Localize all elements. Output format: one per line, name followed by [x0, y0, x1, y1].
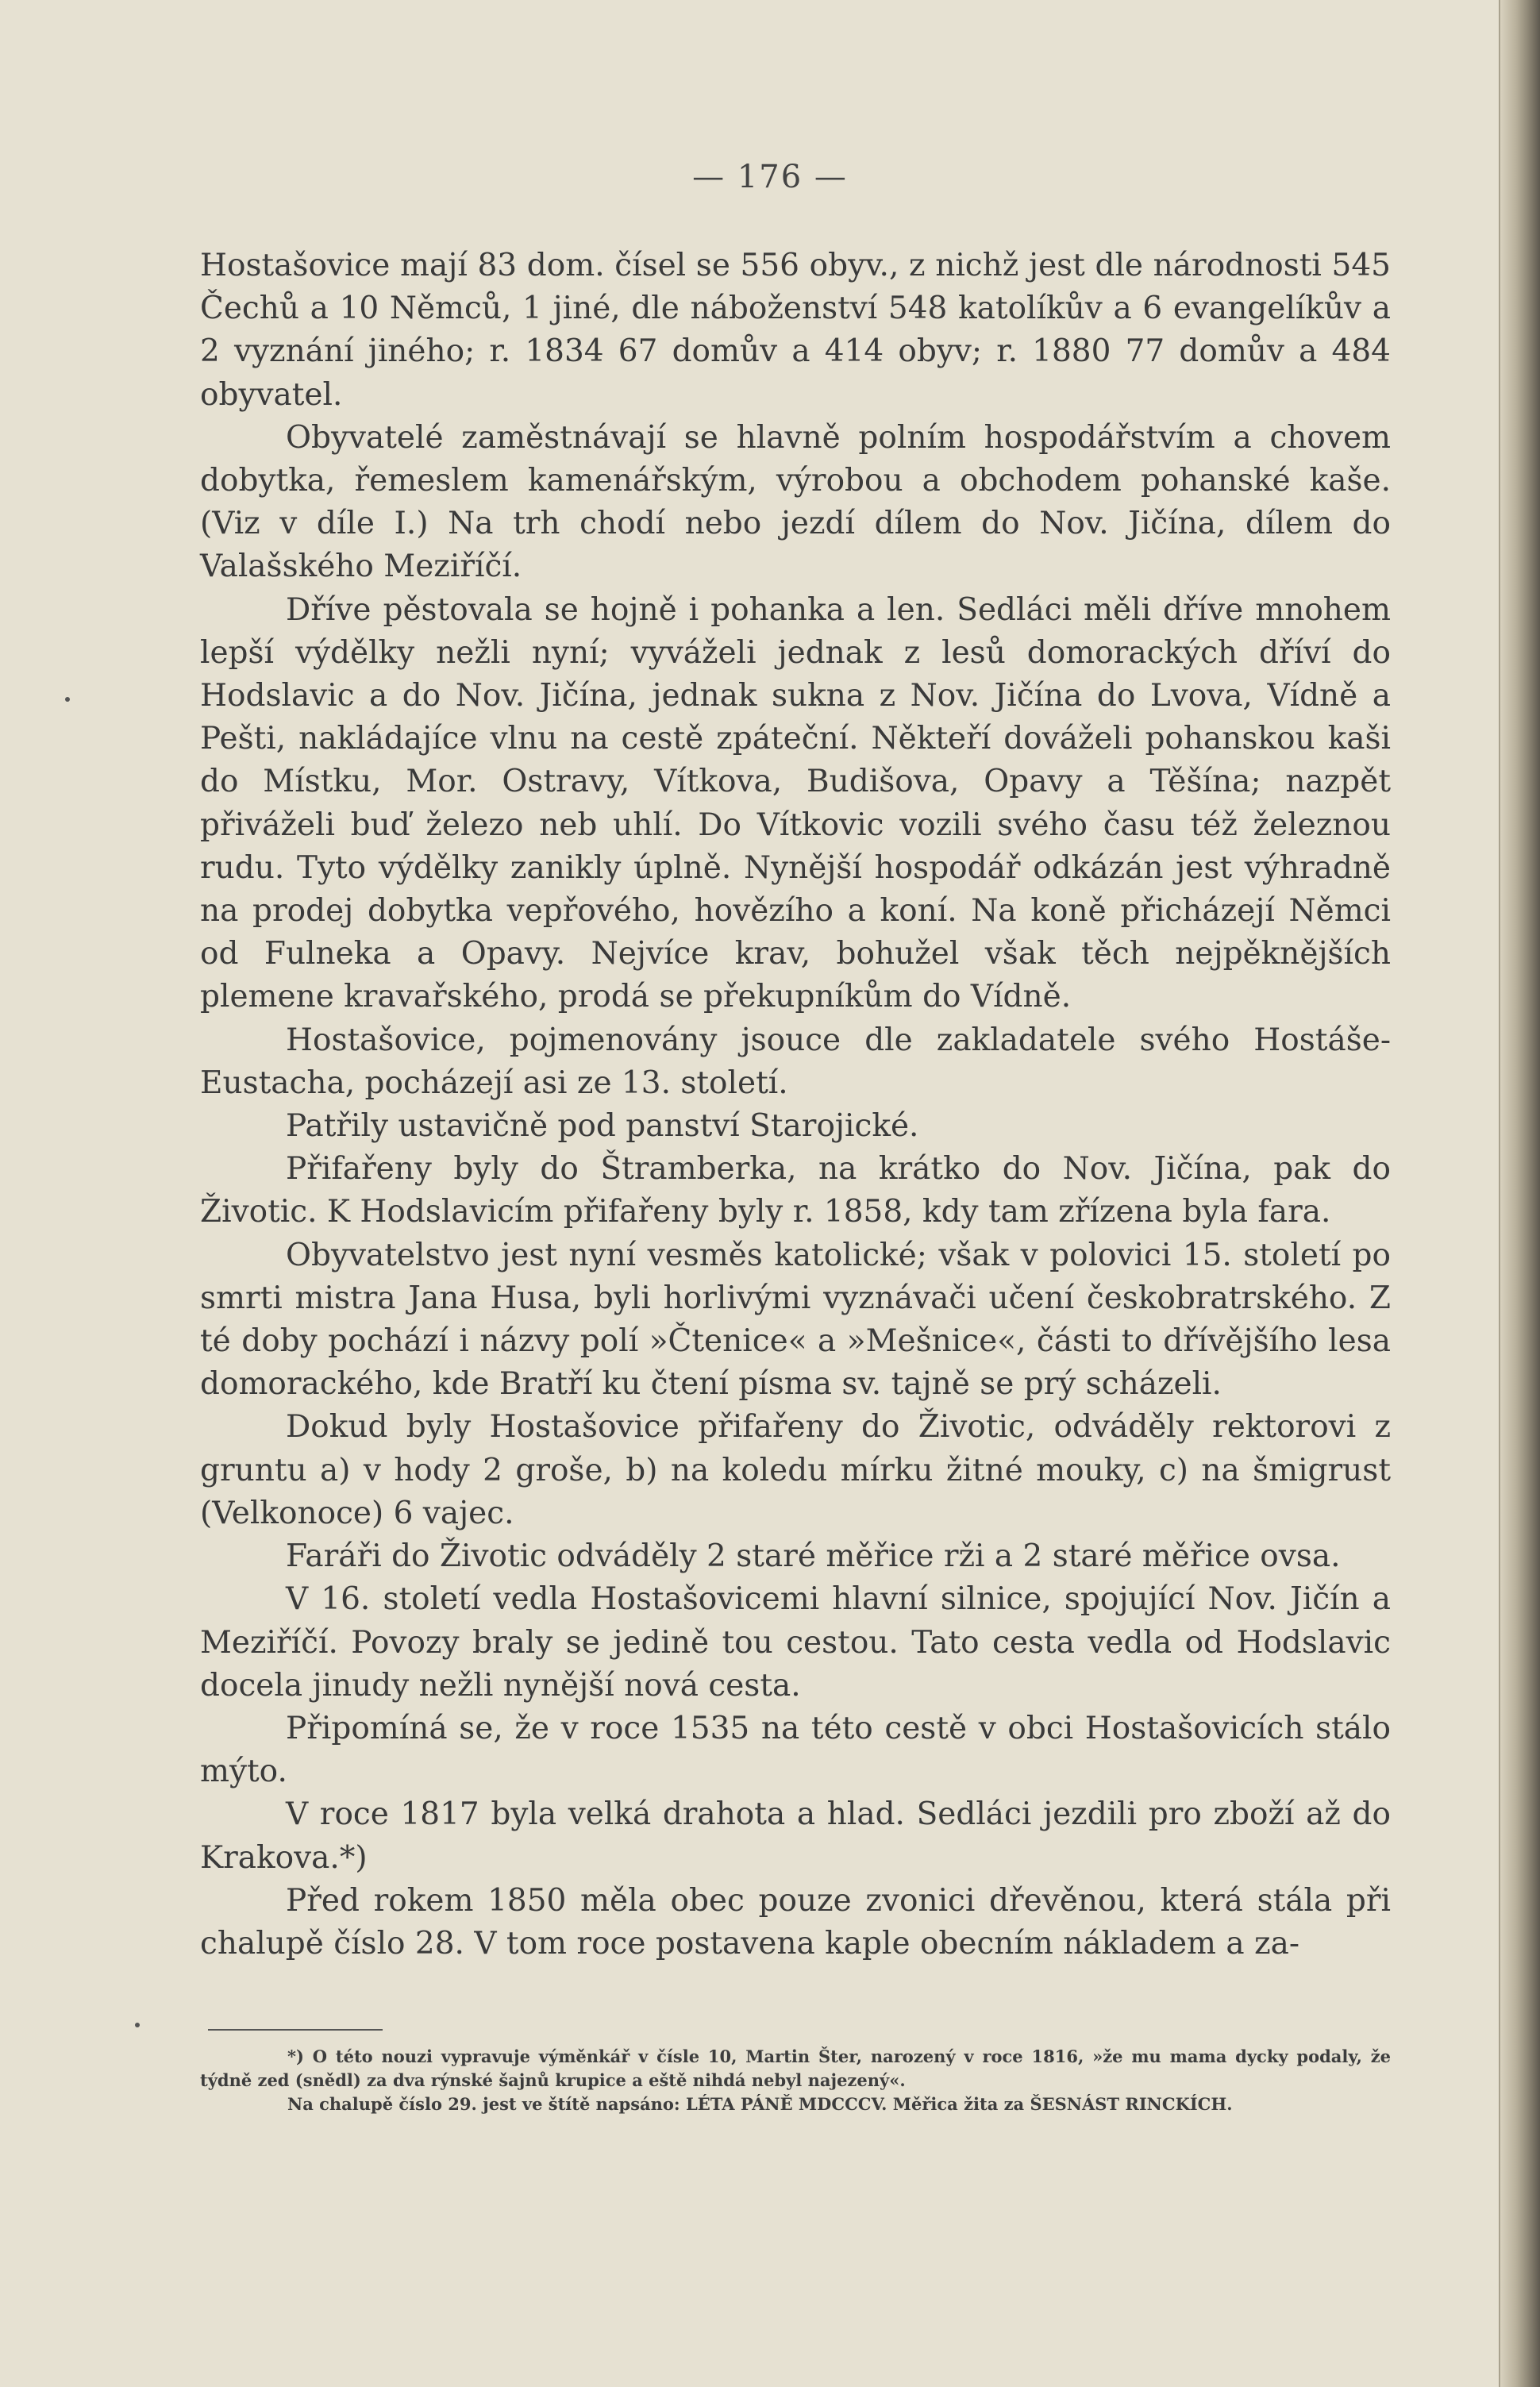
- paragraph: Dokud byly Hostašovice přifařeny do Životic, odváděly rektorovi z gruntu a) v hody 2 groše, b) na koledu mírku žitné mouky, c) na šmigrust (Velkonoce) 6 vajec.: [200, 1409, 1391, 1531]
- body-text: [200, 244, 1391, 1965]
- paragraph: V roce 1817 byla velká drahota a hlad. Sedláci jezdili pro zboží až do Krakova.*): [200, 1796, 1391, 1876]
- paragraph: Obyvatelé zaměstnávají se hlavně polním hospodářstvím a chovem dobytka, řemeslem kamenářským, výrobou a obchodem pohanské kaše. (Viz v díle I.) Na trh chodí nebo jezdí dílem do Nov. Jičína, dílem do Valašského Meziříčí.: [200, 419, 1391, 585]
- paragraph: Hostašovice, pojmenovány jsouce dle zakladatele svého Hostáše-Eustacha, pocházejí asi ze 13. století.: [200, 1022, 1391, 1101]
- margin-mark: [135, 2023, 140, 2027]
- paragraph: Faráři do Životic odváděly 2 staré měřice rži a 2 staré měřice ovsa.: [286, 1538, 1341, 1575]
- footnote-rule: [208, 2029, 383, 2031]
- paragraph: Hostašovice mají 83 dom. čísel se 556 obyv., z nichž jest dle národnosti 545 Čechů a 10 Němců, 1 jiné, dle náboženství 548 katolíkův a 6 evangelíkův a 2 vyznání jiného; r. 1834 67 domův a 414 obyv; r. 1880 77 domův a 484 obyvatel.: [200, 248, 1391, 413]
- margin-mark: [65, 697, 70, 702]
- paragraph: Přifařeny byly do Štramberka, na krátko do Nov. Jičína, pak do Životic. K Hodslavicím přifařeny byly r. 1858, kdy tam zřízena byla fara.: [200, 1151, 1391, 1230]
- paragraph: Patřily ustavičně pod panství Starojické.: [286, 1108, 919, 1145]
- footnotes: [200, 2045, 1391, 2116]
- book-edge: [1500, 0, 1540, 2387]
- footnote: *) O této nouzi vypravuje výměnkář v čísle 10, Martin Šter, narozený v roce 1816, »že mu mama dycky podaly, že týdně zed (snědl) za dva rýnské šajnů krupice a eště nihdá nebyl najezený«.: [200, 2046, 1391, 2090]
- paragraph: Dříve pěstovala se hojně i pohanka a len. Sedláci měli dříve mnohem lepší výdělky nežli nyní; vyváželi jednak z lesů domorackých dříví do Hodslavic a do Nov. Jičína, jednak sukna z Nov. Jičína do Lvova, Vídně a Pešti, nakládajíce vlnu na cestě zpáteční. Někteří dováželi pohanskou kaši do Místku, Mor. Ostravy, Vítkova, Budišova, Opavy a Těšína; nazpět přiváželi buď železo neb uhlí. Do Vítkovic vozili svého času též železnou rudu. Tyto výdělky zanikly úplně. Nynější hospodář odkázán jest výhradně na prodej dobytka vepřového, hovězího a koní. Na koně přicházejí Němci od Fulneka a Opavy. Nejvíce krav, bohužel však těch nejpěknějších plemene kravařského, prodá se překupníkům do Vídně.: [200, 591, 1391, 1015]
- paragraph: Před rokem 1850 měla obec pouze zvonici dřevěnou, která stála při chalupě číslo 28. V tom roce postavena kaple obecním nákladem a za-: [200, 1882, 1391, 1962]
- paragraph: Obyvatelstvo jest nyní vesměs katolické; však v polovici 15. století po smrti mistra Jana Husa, byli horlivými vyznávači učení českobratrského. Z té doby pochází i názvy polí »Čtenice« a »Mešnice«, části to dřívějšího lesa domorackého, kde Bratří ku čtení písma sv. tajně se prý scházeli.: [200, 1237, 1391, 1403]
- footnote: Na chalupě číslo 29. jest ve štítě napsáno: LÉTA PÁNĚ MDCCCV. Měřica žita za ŠESNÁST RINCKÍCH.: [287, 2094, 1233, 2114]
- page-number: — 176 —: [692, 159, 848, 195]
- paragraph: Připomíná se, že v roce 1535 na této cestě v obci Hostašovicích stálo mýto.: [200, 1710, 1391, 1790]
- paragraph: V 16. století vedla Hostašovicemi hlavní silnice, spojující Nov. Jičín a Meziříčí. Povozy braly se jedině tou cestou. Tato cesta vedla od Hodslavic docela jinudy nežli nynější nová cesta.: [200, 1581, 1391, 1704]
